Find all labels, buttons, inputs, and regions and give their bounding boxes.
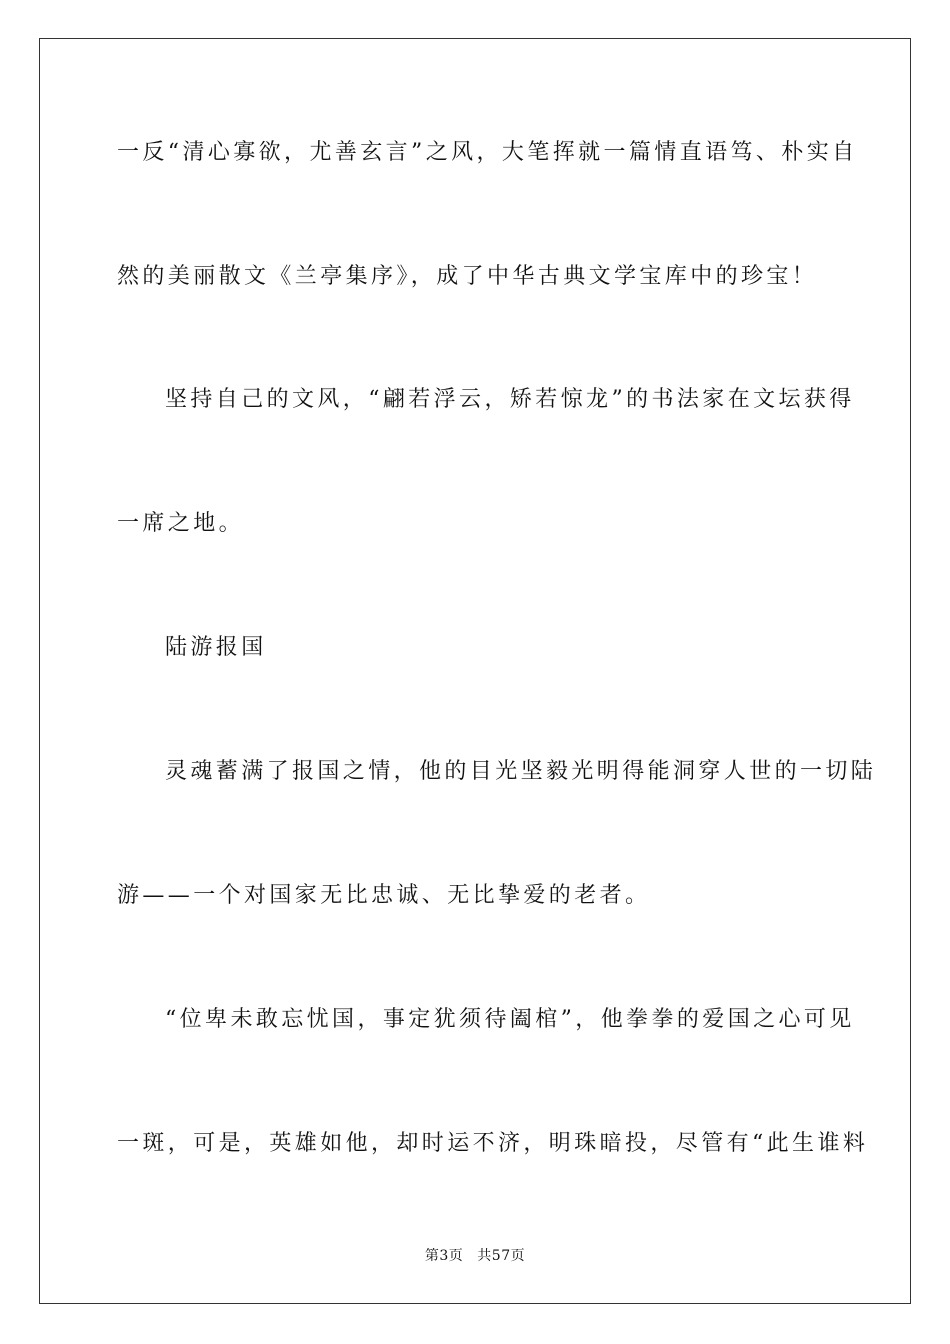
- page-number: 第3页: [424, 1248, 464, 1264]
- paragraph-line: 一席之地。: [117, 511, 245, 536]
- page-border: [39, 38, 911, 1304]
- section-heading: 陆游报国: [165, 635, 267, 660]
- paragraph-line: 一反“清心寡欲，尤善玄言”之风，大笔挥就一篇情直语笃、朴实自: [117, 140, 858, 165]
- paragraph-line: 灵魂蓄满了报国之情，他的目光坚毅光明得能洞穿人世的一切陆: [165, 759, 877, 784]
- paragraph-line: 坚持自己的文风，“翩若浮云，矫若惊龙”的书法家在文坛获得: [165, 387, 855, 412]
- paragraph-line: 游——一个对国家无比忠诚、无比挚爱的老者。: [117, 883, 651, 908]
- paragraph-line: 一斑，可是，英雄如他，却时运不济，明珠暗投，尽管有“此生谁料: [117, 1131, 869, 1156]
- paragraph-line: “位卑未敢忘忧国，事定犹须待阖棺”，他拳拳的爱国之心可见: [165, 1007, 855, 1032]
- page-total: 共57页: [477, 1248, 526, 1264]
- page-footer: [0, 1247, 950, 1265]
- paragraph-line: 然的美丽散文《兰亭集序》，成了中华古典文学宝库中的珍宝！: [117, 264, 818, 289]
